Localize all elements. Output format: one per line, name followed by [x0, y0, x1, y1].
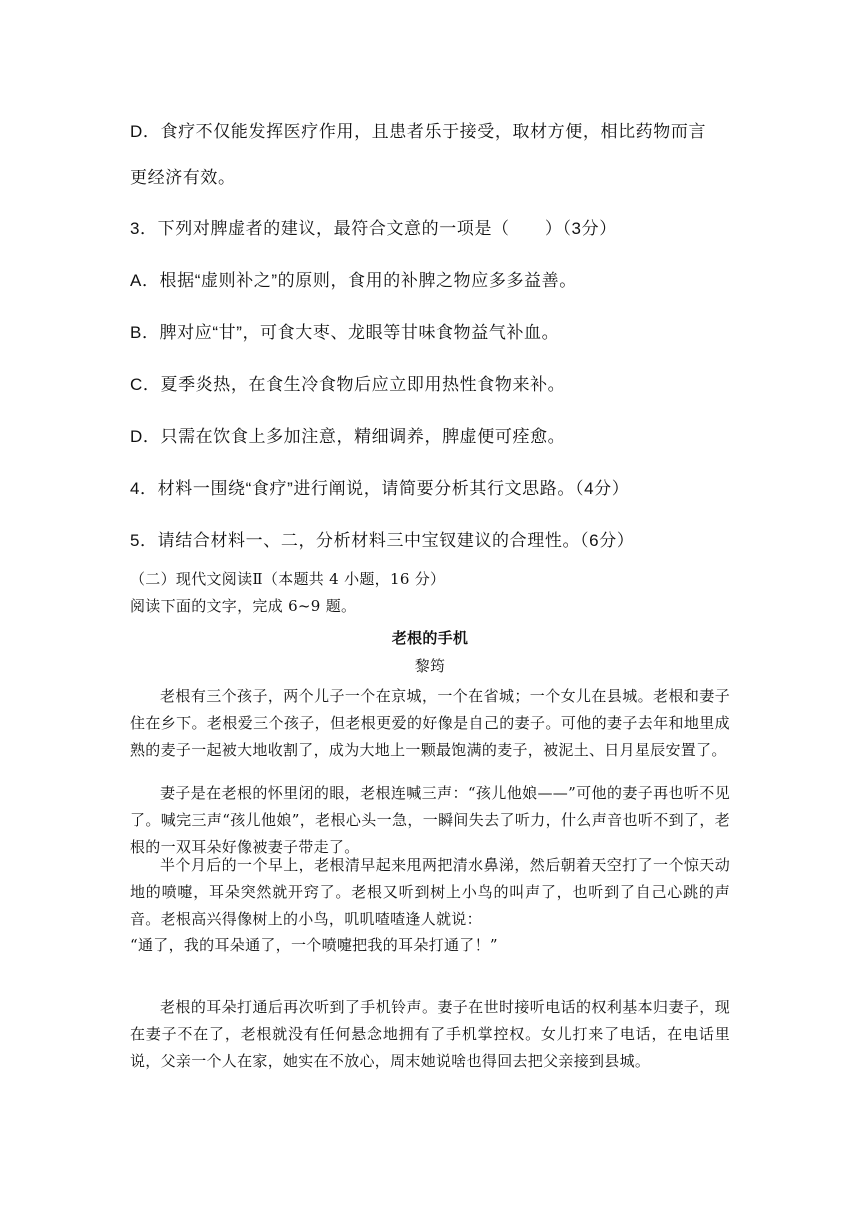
article-paragraph-3: 半个月后的一个早上，老根清早起来甩两把清水鼻涕，然后朝着天空打了一个惊天动地的喷嚏，耳朵突然就开窍了。老根又听到树上小鸟的叫声了，也听到了自己心跳的声音。老根高兴得像树上的小鸟，叽叽喳喳逢人就说： — [130, 856, 730, 928]
question-4: 4．材料一围绕“食疗”进行阐说，请简要分析其行文思路。（4分） — [130, 479, 630, 498]
q3-option-a: A．根据“虚则补之”的原则，食用的补脾之物应多多益善。 — [130, 271, 577, 290]
section-heading: （二）现代文阅读Ⅱ（本题共 4 小题，16 分） — [130, 570, 446, 588]
article-paragraph-5: 老根的耳朵打通后再次听到了手机铃声。妻子在世时接听电话的权利基本归妻子，现在妻子不在了，老根就没有任何悬念地拥有了手机掌控权。女儿打来了电话，在电话里说，父亲一个人在家，她实在不放心，周末她说啥也得回去把父亲接到县城。 — [130, 998, 730, 1070]
section-instruction: 阅读下面的文字，完成 6~9 题。 — [130, 597, 357, 615]
article-paragraph-1: 老根有三个孩子，两个儿子一个在京城，一个在省城；一个女儿在县城。老根和妻子住在乡下。老根爱三个孩子，但老根更爱的好像是自己的妻子。可他的妻子去年和地里成熟的麦子一起被大地收割了，成为大地上一颗最饱满的麦子，被泥土、日月星辰安置了。 — [130, 687, 730, 759]
q2-option-d-line1: D．食疗不仅能发挥医疗作用，且患者乐于接受，取材方便，相比药物而言 — [130, 122, 707, 141]
article-paragraph-2: 妻子是在老根的怀里闭的眼，老根连喊三声：“孩儿他娘——”可他的妻子再也听不见了。喊完三声“孩儿他娘”，老根心头一急，一瞬间失去了听力，什么声音也听不到了，老根的一双耳朵好像被妻子带走了。 — [130, 784, 730, 856]
article-title: 老根的手机 — [391, 629, 469, 647]
question-5: 5．请结合材料一、二，分析材料三中宝钗建议的合理性。（6分） — [130, 531, 635, 550]
q3-option-c: C．夏季炎热，在食生冷食物后应立即用热性食物来补。 — [130, 375, 566, 394]
q3-stem: 3．下列对脾虚者的建议，最符合文意的一项是（ ）（3分） — [130, 219, 617, 238]
q3-option-d: D．只需在饮食上多加注意，精细调养，脾虚便可痊愈。 — [130, 427, 566, 446]
article-paragraph-4: “通了，我的耳朵通了，一个喷嚏把我的耳朵打通了！” — [130, 936, 498, 954]
article-author: 黎筠 — [414, 657, 446, 675]
q2-option-d-line2: 更经济有效。 — [130, 168, 236, 187]
q3-option-b: B．脾对应“甘”，可食大枣、龙眼等甘味食物益气补血。 — [130, 323, 560, 342]
